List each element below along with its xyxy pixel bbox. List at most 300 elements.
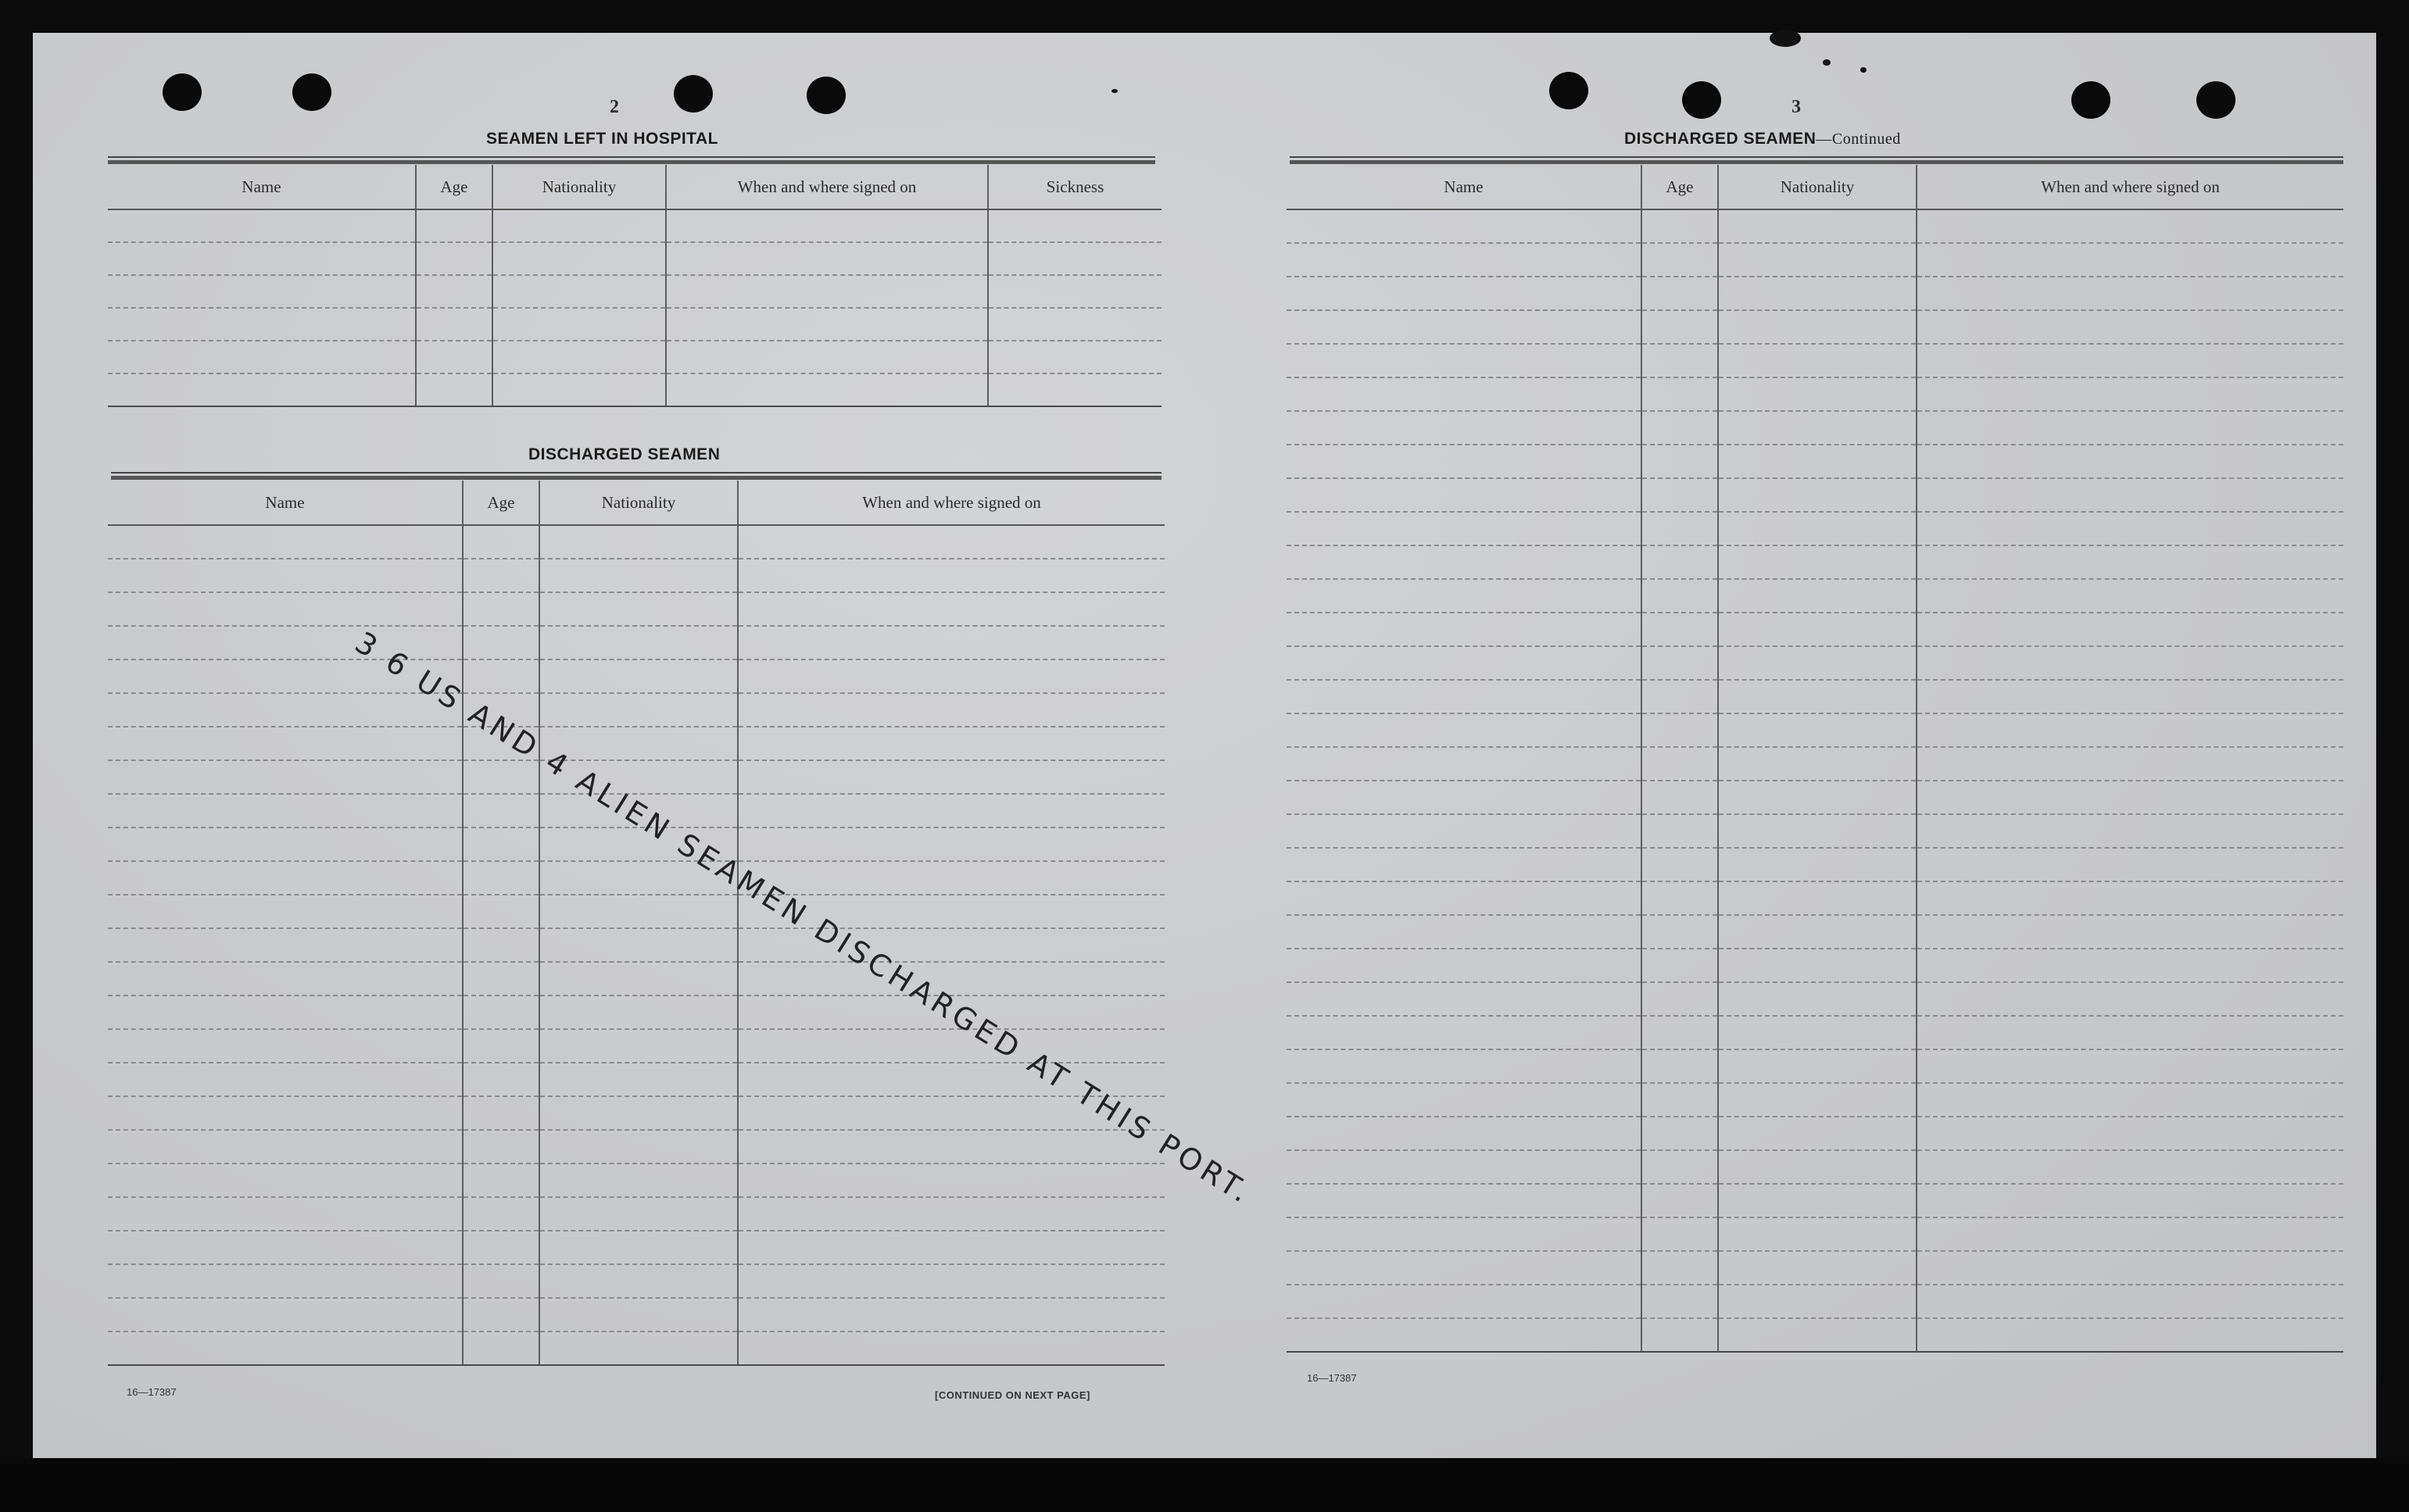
table-cell bbox=[1718, 1049, 1917, 1083]
punch-hole bbox=[163, 73, 202, 111]
table-cell bbox=[1718, 747, 1917, 781]
discharged-continued-table-body bbox=[1287, 209, 2343, 1352]
table-cell bbox=[108, 1331, 463, 1365]
table-cell bbox=[1917, 1117, 2343, 1150]
table-cell bbox=[738, 1264, 1165, 1298]
table-cell bbox=[463, 861, 539, 895]
table-cell bbox=[1917, 1016, 2343, 1049]
table-cell bbox=[463, 895, 539, 928]
table-row bbox=[108, 760, 1165, 794]
table-cell bbox=[1287, 344, 1641, 377]
table-cell bbox=[108, 861, 463, 895]
table-cell bbox=[1641, 377, 1718, 411]
table-cell bbox=[1641, 646, 1718, 680]
table-row bbox=[1287, 1184, 2343, 1217]
table-cell bbox=[463, 1130, 539, 1163]
punch-hole bbox=[807, 77, 846, 114]
table-cell bbox=[738, 1130, 1165, 1163]
table-cell bbox=[666, 209, 988, 242]
table-cell bbox=[1718, 613, 1917, 646]
table-cell bbox=[738, 727, 1165, 760]
table-cell bbox=[738, 525, 1165, 559]
table-cell bbox=[1917, 545, 2343, 579]
table-cell bbox=[416, 308, 492, 341]
table-cell bbox=[1718, 1251, 1917, 1285]
table-cell bbox=[988, 242, 1162, 275]
table-row bbox=[1287, 1117, 2343, 1150]
table-row bbox=[1287, 646, 2343, 680]
table-cell bbox=[988, 209, 1162, 242]
table-cell bbox=[463, 1231, 539, 1264]
table-row bbox=[108, 693, 1165, 727]
table-cell bbox=[738, 760, 1165, 794]
table-row bbox=[1287, 915, 2343, 949]
table-cell bbox=[738, 559, 1165, 592]
table-cell bbox=[1641, 478, 1718, 512]
table-cell bbox=[108, 1231, 463, 1264]
table-cell bbox=[1718, 1016, 1917, 1049]
table-cell bbox=[1718, 209, 1917, 243]
table-cell bbox=[108, 559, 463, 592]
form-number-right: 16—17387 bbox=[1307, 1372, 1357, 1384]
table-cell bbox=[492, 275, 666, 308]
right-top-rule-thick bbox=[1290, 160, 2343, 164]
table-cell bbox=[1718, 310, 1917, 344]
table-cell bbox=[1917, 512, 2343, 545]
table-cell bbox=[1641, 512, 1718, 545]
table-cell bbox=[492, 341, 666, 374]
table-row bbox=[1287, 881, 2343, 915]
discharged-table bbox=[108, 481, 1165, 1366]
page-number-left: 2 bbox=[610, 97, 619, 117]
table-cell bbox=[1641, 579, 1718, 613]
table-cell bbox=[1917, 781, 2343, 814]
table-cell bbox=[1917, 713, 2343, 747]
discharged-continued-suffix: —Continued bbox=[1816, 130, 1901, 148]
table-row bbox=[108, 895, 1165, 928]
discharged-top-rule bbox=[111, 472, 1162, 474]
table-cell bbox=[1718, 713, 1917, 747]
table-cell bbox=[738, 827, 1165, 861]
table-row bbox=[108, 1264, 1165, 1298]
table-row bbox=[1287, 445, 2343, 478]
table-cell bbox=[1641, 445, 1718, 478]
table-cell bbox=[1287, 209, 1641, 243]
ink-speck bbox=[1860, 67, 1867, 73]
table-cell bbox=[1917, 949, 2343, 982]
table-cell bbox=[1917, 1285, 2343, 1318]
table-cell bbox=[108, 242, 416, 275]
table-cell bbox=[108, 727, 463, 760]
table-cell bbox=[738, 693, 1165, 727]
table-row bbox=[108, 559, 1165, 592]
table-cell bbox=[1641, 243, 1718, 277]
table-row bbox=[1287, 1049, 2343, 1083]
table-cell bbox=[1718, 1083, 1917, 1117]
table-cell bbox=[108, 827, 463, 861]
table-cell bbox=[1917, 1251, 2343, 1285]
discharged-col-name: Name bbox=[108, 481, 463, 525]
table-row bbox=[1287, 377, 2343, 411]
table-cell bbox=[1287, 1016, 1641, 1049]
punch-hole bbox=[1682, 81, 1721, 119]
table-row bbox=[1287, 848, 2343, 881]
table-cell bbox=[738, 626, 1165, 659]
discharged-continued-title-main: DISCHARGED SEAMEN bbox=[1624, 130, 1817, 148]
table-cell bbox=[1718, 277, 1917, 310]
table-cell bbox=[108, 895, 463, 928]
table-cell bbox=[1917, 310, 2343, 344]
table-row bbox=[1287, 613, 2343, 646]
table-cell bbox=[1718, 1117, 1917, 1150]
table-cell bbox=[539, 1264, 738, 1298]
table-cell bbox=[1287, 478, 1641, 512]
table-row bbox=[108, 1063, 1165, 1096]
table-cell bbox=[1641, 545, 1718, 579]
table-cell bbox=[1917, 579, 2343, 613]
table-cell bbox=[1287, 949, 1641, 982]
table-row bbox=[108, 374, 1162, 406]
table-cell bbox=[108, 962, 463, 995]
table-cell bbox=[1917, 1150, 2343, 1184]
table-cell bbox=[1718, 243, 1917, 277]
table-cell bbox=[1641, 1251, 1718, 1285]
table-cell bbox=[539, 525, 738, 559]
table-row bbox=[108, 1130, 1165, 1163]
table-cell bbox=[988, 341, 1162, 374]
table-cell bbox=[1641, 881, 1718, 915]
punch-hole bbox=[2071, 81, 2110, 119]
table-cell bbox=[1718, 445, 1917, 478]
table-cell bbox=[1287, 277, 1641, 310]
table-cell bbox=[1287, 1217, 1641, 1251]
table-cell bbox=[539, 626, 738, 659]
table-cell bbox=[1718, 512, 1917, 545]
table-cell bbox=[1917, 747, 2343, 781]
table-row bbox=[108, 525, 1165, 559]
table-cell bbox=[463, 592, 539, 626]
table-cell bbox=[463, 626, 539, 659]
table-cell bbox=[1641, 277, 1718, 310]
table-cell bbox=[1917, 377, 2343, 411]
ink-speck bbox=[1770, 30, 1801, 47]
table-cell bbox=[416, 242, 492, 275]
table-cell bbox=[1718, 848, 1917, 881]
table-cell bbox=[738, 1197, 1165, 1231]
table-cell bbox=[1641, 680, 1718, 713]
hospital-col-signed-on: When and where signed on bbox=[666, 165, 988, 209]
table-cell bbox=[1641, 982, 1718, 1016]
table-cell bbox=[108, 525, 463, 559]
table-row bbox=[1287, 545, 2343, 579]
table-cell bbox=[1287, 377, 1641, 411]
table-cell bbox=[1287, 1285, 1641, 1318]
hospital-col-nationality: Nationality bbox=[492, 165, 666, 209]
table-cell bbox=[1287, 915, 1641, 949]
table-cell bbox=[1718, 814, 1917, 848]
table-cell bbox=[539, 1298, 738, 1331]
table-cell bbox=[738, 1298, 1165, 1331]
ink-speck bbox=[1111, 89, 1118, 93]
table-cell bbox=[1718, 881, 1917, 915]
table-row bbox=[1287, 949, 2343, 982]
table-cell bbox=[1641, 613, 1718, 646]
table-cell bbox=[539, 1331, 738, 1365]
table-cell bbox=[539, 592, 738, 626]
table-cell bbox=[108, 592, 463, 626]
hospital-top-rule-thick bbox=[108, 160, 1155, 164]
table-cell bbox=[1917, 646, 2343, 680]
table-cell bbox=[463, 659, 539, 693]
table-cell bbox=[666, 341, 988, 374]
table-cell bbox=[1287, 579, 1641, 613]
table-row bbox=[108, 727, 1165, 760]
table-cell bbox=[988, 308, 1162, 341]
table-cell bbox=[1641, 209, 1718, 243]
table-cell bbox=[1287, 646, 1641, 680]
table-cell bbox=[539, 659, 738, 693]
table-cell bbox=[1718, 982, 1917, 1016]
table-cell bbox=[1718, 579, 1917, 613]
table-row bbox=[1287, 1285, 2343, 1318]
table-row bbox=[1287, 1016, 2343, 1049]
table-cell bbox=[1718, 646, 1917, 680]
table-row bbox=[1287, 1318, 2343, 1352]
table-cell bbox=[463, 559, 539, 592]
right-top-rule bbox=[1290, 156, 2343, 158]
table-cell bbox=[1641, 1117, 1718, 1150]
table-row bbox=[1287, 1150, 2343, 1184]
table-cell bbox=[1718, 545, 1917, 579]
table-cell bbox=[988, 275, 1162, 308]
table-cell bbox=[1718, 377, 1917, 411]
table-row bbox=[108, 341, 1162, 374]
table-cell bbox=[539, 559, 738, 592]
punch-hole bbox=[1549, 72, 1588, 109]
discharged-table-body bbox=[108, 525, 1165, 1365]
form-number-left: 16—17387 bbox=[127, 1386, 177, 1398]
table-cell bbox=[1917, 982, 2343, 1016]
table-row bbox=[108, 659, 1165, 693]
table-cell bbox=[108, 1197, 463, 1231]
table-cell bbox=[1718, 680, 1917, 713]
discharged-section-title: DISCHARGED SEAMEN bbox=[528, 445, 721, 463]
right-col-name: Name bbox=[1287, 165, 1641, 209]
table-cell bbox=[416, 275, 492, 308]
table-cell bbox=[492, 209, 666, 242]
table-cell bbox=[666, 374, 988, 406]
table-cell bbox=[1641, 1318, 1718, 1352]
table-cell bbox=[1718, 344, 1917, 377]
table-cell bbox=[1287, 310, 1641, 344]
table-cell bbox=[539, 1029, 738, 1063]
table-cell bbox=[1641, 814, 1718, 848]
table-row bbox=[108, 928, 1165, 962]
table-cell bbox=[539, 1163, 738, 1197]
table-cell bbox=[666, 275, 988, 308]
table-cell bbox=[738, 592, 1165, 626]
hospital-top-rule bbox=[108, 156, 1155, 158]
table-row bbox=[108, 626, 1165, 659]
table-cell bbox=[108, 1163, 463, 1197]
discharged-continued-title bbox=[1624, 130, 1901, 148]
table-cell bbox=[1917, 1184, 2343, 1217]
table-cell bbox=[416, 374, 492, 406]
table-cell bbox=[463, 962, 539, 995]
table-row bbox=[1287, 512, 2343, 545]
table-cell bbox=[539, 1130, 738, 1163]
hospital-col-sickness: Sickness bbox=[988, 165, 1162, 209]
punch-hole bbox=[292, 73, 331, 111]
table-cell bbox=[463, 1029, 539, 1063]
table-row bbox=[108, 308, 1162, 341]
discharged-continued-table bbox=[1287, 165, 2343, 1353]
table-cell bbox=[1287, 1184, 1641, 1217]
table-cell bbox=[1287, 613, 1641, 646]
table-cell bbox=[666, 242, 988, 275]
table-cell bbox=[108, 794, 463, 827]
table-row bbox=[1287, 310, 2343, 344]
table-cell bbox=[1287, 781, 1641, 814]
document-scan bbox=[33, 33, 2376, 1458]
table-cell bbox=[1917, 881, 2343, 915]
table-cell bbox=[1641, 1184, 1718, 1217]
hospital-col-name: Name bbox=[108, 165, 416, 209]
right-col-signed-on: When and where signed on bbox=[1917, 165, 2343, 209]
table-cell bbox=[1917, 1049, 2343, 1083]
table-cell bbox=[1917, 445, 2343, 478]
table-cell bbox=[108, 928, 463, 962]
table-row bbox=[108, 275, 1162, 308]
table-cell bbox=[1718, 411, 1917, 445]
table-cell bbox=[108, 693, 463, 727]
table-cell bbox=[492, 308, 666, 341]
table-cell bbox=[1287, 512, 1641, 545]
table-cell bbox=[1641, 1049, 1718, 1083]
table-cell bbox=[492, 242, 666, 275]
hospital-table-body bbox=[108, 209, 1162, 406]
table-row bbox=[108, 962, 1165, 995]
table-cell bbox=[1287, 680, 1641, 713]
table-cell bbox=[463, 1331, 539, 1365]
table-cell bbox=[1917, 814, 2343, 848]
table-cell bbox=[539, 995, 738, 1029]
hospital-table bbox=[108, 165, 1162, 407]
table-cell bbox=[1917, 209, 2343, 243]
table-cell bbox=[1287, 1150, 1641, 1184]
table-cell bbox=[463, 827, 539, 861]
table-cell bbox=[1917, 848, 2343, 881]
table-cell bbox=[539, 1096, 738, 1130]
table-cell bbox=[1718, 949, 1917, 982]
table-cell bbox=[1641, 915, 1718, 949]
discharged-top-rule-thick bbox=[111, 476, 1162, 480]
table-cell bbox=[1287, 848, 1641, 881]
table-cell bbox=[1718, 1184, 1917, 1217]
discharged-col-signed-on: When and where signed on bbox=[738, 481, 1165, 525]
table-cell bbox=[1917, 680, 2343, 713]
table-cell bbox=[463, 1298, 539, 1331]
table-cell bbox=[108, 1096, 463, 1130]
table-cell bbox=[1287, 747, 1641, 781]
table-cell bbox=[1917, 613, 2343, 646]
table-row bbox=[1287, 680, 2343, 713]
table-cell bbox=[1287, 445, 1641, 478]
table-cell bbox=[1917, 411, 2343, 445]
table-cell bbox=[1641, 1083, 1718, 1117]
table-row bbox=[1287, 1251, 2343, 1285]
hospital-section-title: SEAMEN LEFT IN HOSPITAL bbox=[486, 130, 718, 148]
table-cell bbox=[1718, 781, 1917, 814]
table-row bbox=[108, 242, 1162, 275]
table-cell bbox=[463, 995, 539, 1029]
table-row bbox=[1287, 209, 2343, 243]
table-cell bbox=[988, 374, 1162, 406]
table-cell bbox=[666, 308, 988, 341]
table-cell bbox=[738, 1331, 1165, 1365]
punch-hole bbox=[2196, 81, 2235, 119]
table-cell bbox=[1917, 243, 2343, 277]
table-row bbox=[108, 1231, 1165, 1264]
table-cell bbox=[108, 1063, 463, 1096]
table-cell bbox=[1641, 1016, 1718, 1049]
table-cell bbox=[539, 1197, 738, 1231]
table-row bbox=[1287, 243, 2343, 277]
table-cell bbox=[1287, 814, 1641, 848]
table-row bbox=[1287, 344, 2343, 377]
table-row bbox=[108, 592, 1165, 626]
table-cell bbox=[108, 341, 416, 374]
table-cell bbox=[1917, 344, 2343, 377]
hospital-col-age: Age bbox=[416, 165, 492, 209]
page-number-right: 3 bbox=[1792, 97, 1801, 117]
table-cell bbox=[1287, 545, 1641, 579]
table-cell bbox=[1718, 1318, 1917, 1352]
table-row bbox=[1287, 747, 2343, 781]
table-row bbox=[1287, 277, 2343, 310]
right-col-nationality: Nationality bbox=[1718, 165, 1917, 209]
table-row bbox=[1287, 411, 2343, 445]
table-cell bbox=[463, 1264, 539, 1298]
table-row bbox=[108, 1163, 1165, 1197]
table-cell bbox=[1917, 1318, 2343, 1352]
right-col-age: Age bbox=[1641, 165, 1718, 209]
table-cell bbox=[539, 962, 738, 995]
table-row bbox=[1287, 814, 2343, 848]
handwritten-note: 3 6 US AND 4 ALIEN SEAMEN DISCHARGED AT THIS PORT. bbox=[349, 625, 1259, 1211]
table-cell bbox=[492, 374, 666, 406]
table-cell bbox=[108, 374, 416, 406]
table-cell bbox=[108, 275, 416, 308]
table-row bbox=[108, 1331, 1165, 1365]
table-cell bbox=[1641, 1285, 1718, 1318]
table-cell bbox=[463, 794, 539, 827]
table-cell bbox=[1641, 713, 1718, 747]
table-cell bbox=[738, 1029, 1165, 1063]
table-cell bbox=[1641, 344, 1718, 377]
table-row bbox=[108, 1298, 1165, 1331]
table-cell bbox=[463, 525, 539, 559]
continued-note: [CONTINUED ON NEXT PAGE] bbox=[935, 1389, 1090, 1401]
table-row bbox=[1287, 1217, 2343, 1251]
table-cell bbox=[108, 1130, 463, 1163]
table-row bbox=[108, 861, 1165, 895]
table-cell bbox=[738, 861, 1165, 895]
table-cell bbox=[1641, 781, 1718, 814]
table-cell bbox=[1718, 915, 1917, 949]
table-row bbox=[1287, 579, 2343, 613]
table-cell bbox=[1718, 1150, 1917, 1184]
